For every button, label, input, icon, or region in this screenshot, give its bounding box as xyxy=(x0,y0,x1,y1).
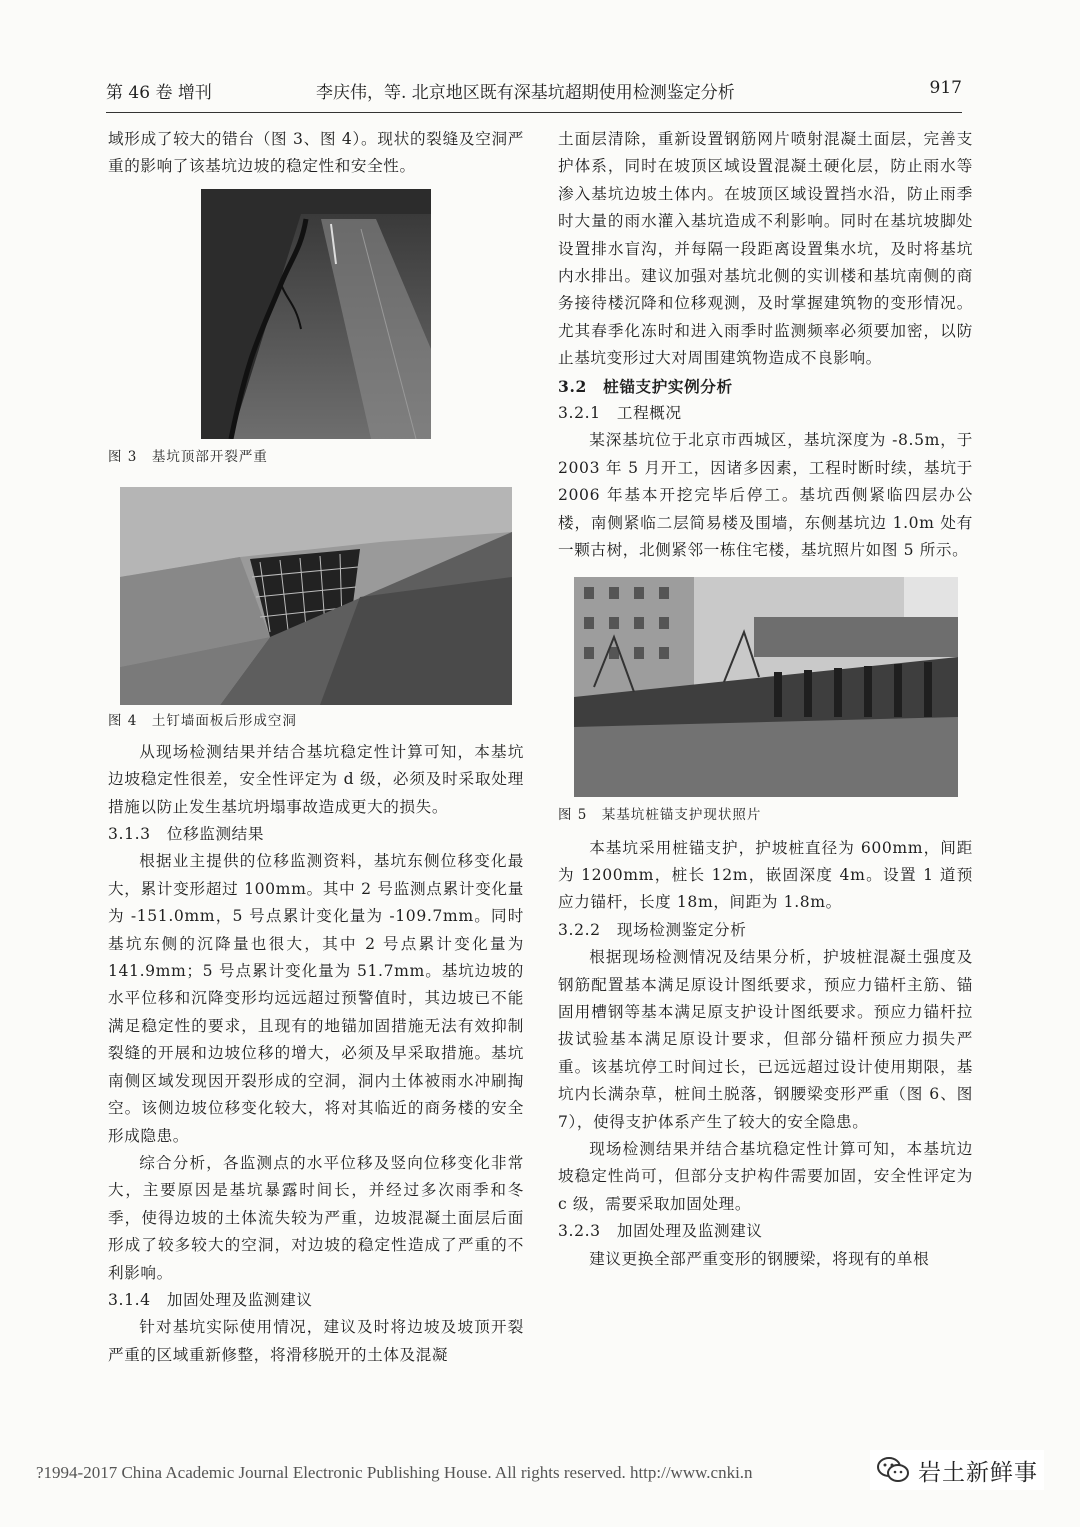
figure-3-photo xyxy=(201,189,431,439)
journal-volume: 第 46 卷 增刊 xyxy=(106,83,212,103)
figure-4-caption: 图 4 土钉墙面板后形成空洞 xyxy=(108,712,297,729)
paragraph: 某深基坑位于北京市西城区，基坑深度为 -8.5m，于 2003 年 5 月开工，因诸多因素，工程时断时续，基坑于 2006 年基本开挖完毕后停工。基坑西侧紧临四层办公楼，南侧紧临二层简易楼及围墙，东侧基坑边 1.0m 处有一颗古树，北侧紧邻一栋住宅楼，基坑照片如图 5 所示。 xyxy=(558,431,973,560)
section-heading-3-2-2: 3.2.2 现场检测鉴定分析 xyxy=(558,920,747,939)
paragraph: 现场检测结果并结合基坑稳定性计算可知，本基坑边坡稳定性尚可，但部分支护构件需要加固，安全性评定为 c 级，需要采取加固处理。 xyxy=(558,1139,973,1213)
section-heading-3-2-1: 3.2.1 工程概况 xyxy=(558,404,682,423)
left-column xyxy=(108,126,524,1369)
figure-4-photo xyxy=(120,487,512,705)
paragraph: 根据现场检测情况及结果分析，护坡桩混凝土强度及钢筋配置基本满足原设计图纸要求，预应力锚杆主筋、锚固用槽钢等基本满足原支护设计图纸要求。预应力锚杆拉拔试验基本满足原设计要求，但部分锚杆预应力损失严重。该基坑停工时间过长，已远远超过设计使用期限，基坑内长满杂草，桩间土脱落，钢腰梁变形严重（图 6、图 7），使得支护体系产生了较大的安全隐患。 xyxy=(558,948,973,1131)
paragraph: 土面层清除，重新设置钢筋网片喷射混凝土面层，完善支护体系，同时在坡顶区域设置混凝土硬化层，防止雨水等渗入基坑边坡土体内。在坡顶区域设置挡水沿，防止雨季时大量的雨水灌入基坑造成不利影响。同时在基坑坡脚处设置排水盲沟，并每隔一段距离设置集水坑，及时将基坑内水排出。建议加强对基坑北侧的实训楼和基坑南侧的商务接待楼沉降和位移观测，及时掌握建筑物的变形情况。尤其春季化冻时和进入雨季时监测频率必须要加密，以防止基坑变形过大对周围建筑物造成不良影响。 xyxy=(558,130,973,368)
paragraph: 从现场检测结果并结合基坑稳定性计算可知，本基坑边坡稳定性很差，安全性评定为 d 级，必须及时采取处理措施以防止发生基坑坍塌事故造成更大的损失。 xyxy=(108,742,524,816)
wechat-icon xyxy=(876,1455,910,1485)
section-heading-3-1-4: 3.1.4 加固处理及监测建议 xyxy=(108,1290,313,1309)
header-rule xyxy=(106,112,962,113)
paragraph: 针对基坑实际使用情况，建议及时将边坡及坡顶开裂严重的区域重新修整，将滑移脱开的土体及混凝 xyxy=(108,1318,524,1364)
watermark xyxy=(870,1450,1044,1490)
page-number: 917 xyxy=(929,78,962,98)
section-heading-3-1-3: 3.1.3 位移监测结果 xyxy=(108,825,265,844)
watermark-text: 岩土新鲜事 xyxy=(918,1459,1038,1486)
figure-5-caption: 图 5 某基坑桩锚支护现状照片 xyxy=(558,806,762,823)
copyright-footer: ?1994-2017 China Academic Journal Electronic Publishing House. All rights reserved. http://www.cnki.n xyxy=(36,1463,753,1482)
section-heading-3-2: 3.2 桩锚支护实例分析 xyxy=(558,376,733,396)
figure-3-caption: 图 3 基坑顶部开裂严重 xyxy=(108,448,268,465)
figure-5-photo xyxy=(574,577,958,797)
paragraph: 根据业主提供的位移监测资料，基坑东侧位移变化最大，累计变形超过 100mm。其中 2 号监测点累计变化量为 -151.0mm，5 号点累计变化量为 -109.7mm。同时基坑东侧的沉降量也很大，其中 2 号点累计变化量为 141.9mm；5 号点累计变化量为 51.7mm。基坑边坡的水平位移和沉降变形均远远超过预警值时，其边坡已不能满足稳定性的要求，且现有的地锚加固措施无法有效抑制裂缝的开展和边坡位移的增大，必须及早采取措施。基坑南侧区域发现因开裂形成的空洞，洞内土体被雨水冲刷掏空。该侧边坡位移变化较大，将对其临近的商务楼的安全形成隐患。 xyxy=(108,852,524,1145)
paragraph: 建议更换全部严重变形的钢腰梁，将现有的单根 xyxy=(589,1249,930,1268)
running-header xyxy=(106,78,962,112)
right-column xyxy=(558,126,973,1273)
running-title: 李庆伟，等. 北京地区既有深基坑超期使用检测鉴定分析 xyxy=(316,83,735,103)
paragraph: 本基坑采用桩锚支护，护坡桩直径为 600mm，间距为 1200mm，桩长 12m，嵌固深度 4m。设置 1 道预应力锚杆，长度 18m，间距为 1.8m。 xyxy=(558,838,973,912)
paragraph: 综合分析，各监测点的水平位移及竖向位移变化非常大，主要原因是基坑暴露时间长，并经过多次雨季和冬季，使得边坡的土体流失较为严重，边坡混凝土面层后面形成了较多较大的空洞，对边坡的稳定性造成了严重的不利影响。 xyxy=(108,1153,524,1282)
section-heading-3-2-3: 3.2.3 加固处理及监测建议 xyxy=(558,1222,763,1241)
paragraph: 域形成了较大的错台（图 3、图 4）。现状的裂缝及空洞严重的影响了该基坑边坡的稳定性和安全性。 xyxy=(108,130,524,176)
